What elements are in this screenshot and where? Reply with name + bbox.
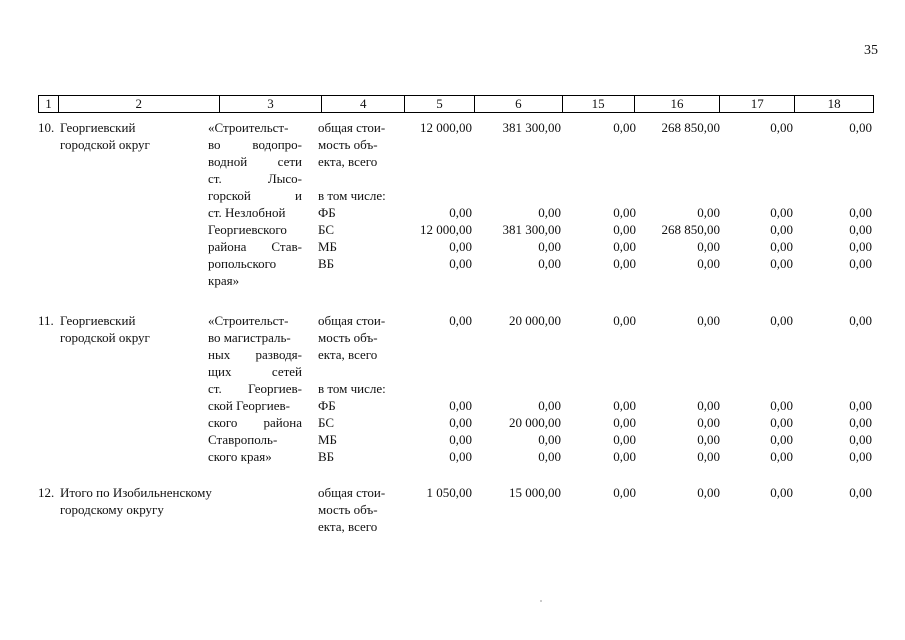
funding-source-value: 0,00 [449,415,472,430]
funding-source-value: 0,00 [613,256,636,271]
funding-source-value: 0,00 [849,256,872,271]
object-description-line [208,380,302,397]
object-description-line: Ставрополь- [208,432,278,447]
funding-source-value: 381 300,00 [502,222,561,237]
summary-total-value: 15 000,00 [509,485,561,500]
owner-name: Георгиевский [60,313,136,328]
scan-dot [540,600,542,602]
object-description-line: края» [208,273,240,288]
object-word: ского [208,415,238,430]
object-description-line [208,238,302,255]
funding-source-value: 0,00 [770,222,793,237]
total-label: екта, всего [318,154,378,169]
row-number: 12. [38,485,55,500]
object-description-line [208,170,302,187]
funding-source-value: 0,00 [697,239,720,254]
page-number: 35 [864,43,878,58]
funding-source-value: 0,00 [449,239,472,254]
object-word: района [208,239,247,254]
object-word: района [263,415,302,430]
total-value: 12 000,00 [420,120,472,135]
total-value: 268 850,00 [661,120,720,135]
funding-source-value: 0,00 [697,256,720,271]
owner-name: городской округ [60,330,150,345]
header-cell-4: 4 [322,96,405,112]
funding-source-value: 0,00 [538,449,561,464]
funding-source-value: 0,00 [613,415,636,430]
object-description-line: Георгиевского [208,222,287,237]
funding-source-value: 0,00 [613,205,636,220]
object-description-line: «Строительст- [208,120,289,135]
funding-source-value: 0,00 [770,415,793,430]
object-word: ных [208,347,231,362]
object-word: во [208,137,221,152]
funding-source-value: 268 850,00 [661,222,720,237]
funding-source-label: БС [318,415,335,430]
funding-source-value: 0,00 [849,449,872,464]
funding-source-value: 0,00 [770,432,793,447]
funding-source-value: 0,00 [538,239,561,254]
funding-source-label: ВБ [318,449,335,464]
funding-source-value: 0,00 [697,205,720,220]
funding-source-value: 0,00 [849,415,872,430]
object-description-line [208,414,302,431]
funding-source-label: ФБ [318,205,336,220]
funding-source-value: 20 000,00 [509,415,561,430]
funding-source-value: 12 000,00 [420,222,472,237]
object-description-line: ропольского [208,256,277,271]
funding-source-value: 0,00 [538,432,561,447]
funding-source-value: 0,00 [770,256,793,271]
object-word: ст. [208,171,222,186]
funding-source-value: 0,00 [697,415,720,430]
funding-source-value: 0,00 [849,205,872,220]
including-label: в том числе: [318,188,386,203]
funding-source-value: 0,00 [697,398,720,413]
funding-source-value: 0,00 [770,398,793,413]
object-word: водной [208,154,248,169]
total-value: 0,00 [770,313,793,328]
summary-total-value: 1 050,00 [426,485,472,500]
owner-name: Георгиевский [60,120,136,135]
funding-source-value: 0,00 [613,449,636,464]
row-number: 11. [38,313,54,328]
object-word: сетей [271,364,302,379]
funding-source-value: 0,00 [849,222,872,237]
object-description-line [208,363,302,380]
object-description-line: ского края» [208,449,272,464]
funding-source-value: 0,00 [849,398,872,413]
object-description-line: во магистраль- [208,330,291,345]
total-label: мость объ- [318,502,378,517]
summary-title: Итого по Изобильненскому [60,485,212,500]
funding-source-label: ВБ [318,256,335,271]
object-word: водопро- [252,137,302,152]
funding-source-value: 0,00 [697,449,720,464]
total-label: екта, всего [318,347,378,362]
summary-title: городскому округу [60,502,164,517]
total-label: мость объ- [318,330,378,345]
funding-source-label: ФБ [318,398,336,413]
funding-source-value: 0,00 [849,432,872,447]
total-value: 0,00 [697,313,720,328]
header-cell-5: 5 [405,96,475,112]
funding-source-value: 0,00 [770,205,793,220]
object-word: разводя- [255,347,302,362]
total-value: 0,00 [449,313,472,328]
funding-source-value: 0,00 [449,205,472,220]
funding-source-value: 0,00 [613,239,636,254]
funding-source-label: МБ [318,432,338,447]
object-word: сети [277,154,302,169]
funding-source-value: 0,00 [449,432,472,447]
funding-source-label: МБ [318,239,338,254]
object-description-line: «Строительст- [208,313,289,328]
header-cell-2: 2 [59,96,220,112]
summary-total-value: 0,00 [697,485,720,500]
funding-source-value: 0,00 [613,432,636,447]
header-cell-18: 18 [827,96,841,111]
header-cell-6: 6 [475,96,563,112]
header-cell-17: 17 [720,96,795,112]
funding-source-value: 0,00 [613,222,636,237]
owner-name: городской округ [60,137,150,152]
total-value: 0,00 [613,120,636,135]
object-word: Став- [271,239,302,254]
header-cell-3: 3 [220,96,323,112]
object-description-line [208,153,302,170]
total-value: 381 300,00 [502,120,561,135]
total-label: мость объ- [318,137,378,152]
row-number: 10. [38,120,55,135]
funding-source-value: 0,00 [538,398,561,413]
funding-source-value: 0,00 [770,239,793,254]
funding-source-value: 0,00 [697,432,720,447]
total-value: 0,00 [849,313,872,328]
including-label: в том числе: [318,381,386,396]
funding-source-label: БС [318,222,335,237]
total-value: 20 000,00 [509,313,561,328]
object-word: ст. [208,381,222,396]
funding-source-value: 0,00 [449,398,472,413]
total-value: 0,00 [849,120,872,135]
object-description-line [208,346,302,363]
header-cell-16: 16 [635,96,721,112]
object-word: щих [208,364,232,379]
total-label: общая стои- [318,120,386,135]
funding-source-value: 0,00 [770,449,793,464]
object-word: Георгиев- [248,381,302,396]
object-description-line [208,136,302,153]
funding-source-value: 0,00 [538,205,561,220]
object-word: Лысо- [267,171,302,186]
object-word: и [295,188,302,203]
summary-total-value: 0,00 [849,485,872,500]
funding-source-value: 0,00 [449,256,472,271]
funding-source-value: 0,00 [849,239,872,254]
funding-source-value: 0,00 [613,398,636,413]
object-description-line: ст. Незлобной [208,205,286,220]
header-cell-15: 15 [563,96,635,112]
summary-total-value: 0,00 [613,485,636,500]
total-label: общая стои- [318,313,386,328]
total-label: общая стои- [318,485,386,500]
summary-total-value: 0,00 [770,485,793,500]
header-cell-1: 1 [39,96,59,112]
table-header-row [38,95,874,113]
object-word: горской [208,188,251,203]
total-value: 0,00 [770,120,793,135]
object-description-line [208,187,302,204]
object-description-line: ской Георгиев- [208,398,290,413]
total-label: екта, всего [318,519,378,534]
funding-source-value: 0,00 [538,256,561,271]
total-value: 0,00 [613,313,636,328]
funding-source-value: 0,00 [449,449,472,464]
